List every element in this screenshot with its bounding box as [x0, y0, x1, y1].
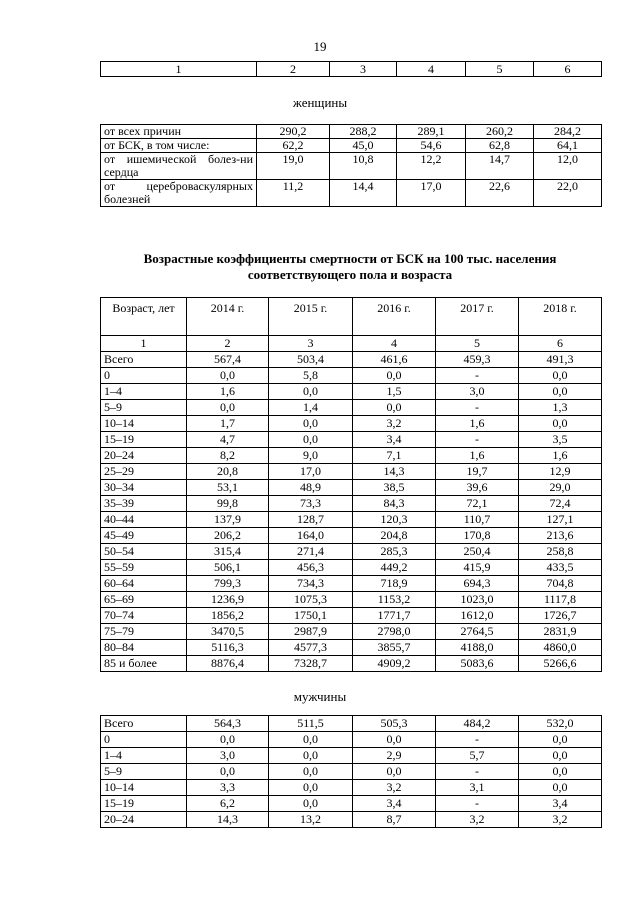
cell-value: 5,7	[436, 748, 519, 764]
cell-value: 0,0	[269, 748, 353, 764]
table-title	[90, 251, 610, 283]
cell-value: 704,8	[519, 576, 602, 592]
cell-value: 12,0	[534, 153, 602, 180]
cell-value: 4860,0	[519, 640, 602, 656]
row-label: 45–49	[101, 528, 187, 544]
cell-value: 1,6	[436, 416, 519, 432]
cell-value: 3,4	[353, 796, 436, 812]
cell-value: 127,1	[519, 512, 602, 528]
row-label: 70–74	[101, 608, 187, 624]
cell-value: 285,3	[353, 544, 436, 560]
cell-value: 0,0	[519, 764, 602, 780]
cell-value: 2987,9	[269, 624, 353, 640]
header-year: 2015 г.	[269, 298, 353, 336]
table-row	[101, 384, 602, 400]
cell-value: 14,3	[353, 464, 436, 480]
cell-value: 0,0	[187, 400, 269, 416]
cell-value: -	[436, 368, 519, 384]
cell-value: 289,1	[397, 125, 466, 139]
cell-value: 1726,7	[519, 608, 602, 624]
cell-value: 62,8	[466, 139, 534, 153]
cell-value: -	[436, 432, 519, 448]
cell-value: 0,0	[269, 764, 353, 780]
cell-value: 564,3	[187, 716, 269, 732]
column-number: 2	[257, 62, 330, 77]
cell-value: 2,9	[353, 748, 436, 764]
header-year: 2016 г.	[353, 298, 436, 336]
row-label: 1–4	[101, 384, 187, 400]
cell-value: 5266,6	[519, 656, 602, 672]
row-label: 10–14	[101, 780, 187, 796]
cell-value: 137,9	[187, 512, 269, 528]
cell-value: 1236,9	[187, 592, 269, 608]
page-number: 19	[313, 39, 327, 54]
cell-value: 8,2	[187, 448, 269, 464]
cell-value: 0,0	[269, 732, 353, 748]
cell-value: 29,0	[519, 480, 602, 496]
cell-value: 38,5	[353, 480, 436, 496]
cell-value: 12,2	[397, 153, 466, 180]
cell-value: 456,3	[269, 560, 353, 576]
cell-value: 0,0	[187, 368, 269, 384]
cell-value: 3,2	[519, 812, 602, 828]
header-year: 2018 г.	[519, 298, 602, 336]
row-label: 75–79	[101, 624, 187, 640]
cell-value: 734,3	[269, 576, 353, 592]
table-row	[101, 812, 602, 828]
cell-value: 3,4	[519, 796, 602, 812]
cell-value: 415,9	[436, 560, 519, 576]
cell-value: 3,1	[436, 780, 519, 796]
column-number: 6	[519, 336, 602, 352]
row-label: от цереброваскулярных болезней	[101, 180, 257, 207]
cell-value: 170,8	[436, 528, 519, 544]
row-label: 65–69	[101, 592, 187, 608]
cell-value: 6,2	[187, 796, 269, 812]
men-age-table	[100, 715, 602, 828]
cell-value: 0,0	[519, 416, 602, 432]
cell-value: 5083,6	[436, 656, 519, 672]
cell-value: -	[436, 764, 519, 780]
cell-value: 511,5	[269, 716, 353, 732]
row-label: 30–34	[101, 480, 187, 496]
cell-value: 3470,5	[187, 624, 269, 640]
cell-value: 290,2	[257, 125, 330, 139]
row-label: от всех причин	[101, 125, 257, 139]
cell-value: 10,8	[330, 153, 397, 180]
table-row	[101, 608, 602, 624]
cell-value: 48,9	[269, 480, 353, 496]
cell-value: 1,6	[187, 384, 269, 400]
row-label: 20–24	[101, 812, 187, 828]
cell-value: 3,2	[436, 812, 519, 828]
cell-value: 1,3	[519, 400, 602, 416]
header-age: Возраст, лет	[101, 298, 187, 336]
cell-value: 120,3	[353, 512, 436, 528]
row-label: 60–64	[101, 576, 187, 592]
column-number: 2	[187, 336, 269, 352]
row-label: 15–19	[101, 432, 187, 448]
cell-value: 3,2	[353, 780, 436, 796]
cell-value: 3,2	[353, 416, 436, 432]
table-row	[101, 400, 602, 416]
table-row	[101, 544, 602, 560]
row-label: 5–9	[101, 764, 187, 780]
cell-value: 1117,8	[519, 592, 602, 608]
cell-value: 718,9	[353, 576, 436, 592]
row-label: 25–29	[101, 464, 187, 480]
table-row	[101, 656, 602, 672]
cell-value: 17,0	[397, 180, 466, 207]
cell-value: 4,7	[187, 432, 269, 448]
table-row	[101, 125, 602, 139]
column-number: 6	[534, 62, 602, 77]
cell-value: 461,6	[353, 352, 436, 368]
cell-value: 0,0	[519, 732, 602, 748]
cell-value: -	[436, 796, 519, 812]
cell-value: 433,5	[519, 560, 602, 576]
cell-value: 0,0	[519, 384, 602, 400]
cell-value: 5,8	[269, 368, 353, 384]
table-row	[101, 139, 602, 153]
row-label: 35–39	[101, 496, 187, 512]
cell-value: 11,2	[257, 180, 330, 207]
cell-value: 8,7	[353, 812, 436, 828]
cell-value: 250,4	[436, 544, 519, 560]
cell-value: 4909,2	[353, 656, 436, 672]
table-row	[101, 592, 602, 608]
cell-value: 1,5	[353, 384, 436, 400]
cell-value: 2764,5	[436, 624, 519, 640]
cell-value: 0,0	[269, 780, 353, 796]
cell-value: 53,1	[187, 480, 269, 496]
cell-value: 260,2	[466, 125, 534, 139]
cell-value: 1612,0	[436, 608, 519, 624]
cell-value: 0,0	[353, 368, 436, 384]
row-label: 85 и более	[101, 656, 187, 672]
cell-value: 20,8	[187, 464, 269, 480]
cell-value: 0,0	[187, 764, 269, 780]
cell-value: 0,0	[269, 796, 353, 812]
cell-value: 258,8	[519, 544, 602, 560]
table-row	[101, 716, 602, 732]
cell-value: 449,2	[353, 560, 436, 576]
row-label: 55–59	[101, 560, 187, 576]
women-caption: женщины	[292, 95, 348, 110]
cell-value: 0,0	[269, 432, 353, 448]
column-number: 1	[101, 62, 257, 77]
row-label: от ишемической болез-ни сердца	[101, 153, 257, 180]
cell-value: 14,4	[330, 180, 397, 207]
cell-value: 0,0	[519, 780, 602, 796]
cell-value: 64,1	[534, 139, 602, 153]
cell-value: 1,6	[436, 448, 519, 464]
row-label: 5–9	[101, 400, 187, 416]
cell-value: 3855,7	[353, 640, 436, 656]
cell-value: 484,2	[436, 716, 519, 732]
cell-value: 19,0	[257, 153, 330, 180]
cell-value: 491,3	[519, 352, 602, 368]
cell-value: 0,0	[519, 368, 602, 384]
cell-value: -	[436, 400, 519, 416]
cell-value: 45,0	[330, 139, 397, 153]
cell-value: 204,8	[353, 528, 436, 544]
cell-value: 284,2	[534, 125, 602, 139]
table-row	[101, 368, 602, 384]
cell-value: 5116,3	[187, 640, 269, 656]
cell-value: 567,4	[187, 352, 269, 368]
table-row	[101, 748, 602, 764]
cell-value: 0,0	[187, 732, 269, 748]
cell-value: 3,4	[353, 432, 436, 448]
men-caption: мужчины	[293, 689, 347, 704]
cell-value: 7328,7	[269, 656, 353, 672]
table-row	[101, 180, 602, 207]
cell-value: 4188,0	[436, 640, 519, 656]
cell-value: 14,3	[187, 812, 269, 828]
cell-value: 459,3	[436, 352, 519, 368]
table-row	[101, 464, 602, 480]
column-number: 3	[269, 336, 353, 352]
table-title-line: соответствующего пола и возраста	[247, 267, 453, 282]
column-number: 3	[330, 62, 397, 77]
header-year: 2014 г.	[187, 298, 269, 336]
cell-value: 2831,9	[519, 624, 602, 640]
table-row	[101, 512, 602, 528]
cell-value: 8876,4	[187, 656, 269, 672]
table-row	[101, 448, 602, 464]
column-number-row	[101, 62, 602, 77]
table-row	[101, 528, 602, 544]
table-row	[101, 796, 602, 812]
cell-value: 1,7	[187, 416, 269, 432]
column-number: 5	[436, 336, 519, 352]
cell-value: 315,4	[187, 544, 269, 560]
cell-value: 13,2	[269, 812, 353, 828]
cell-value: 99,8	[187, 496, 269, 512]
table-title-line: Возрастные коэффициенты смертности от БСК на 100 тыс. населения	[143, 251, 557, 266]
table-row	[101, 780, 602, 796]
cell-value: 164,0	[269, 528, 353, 544]
table-row	[101, 640, 602, 656]
cell-value: 12,9	[519, 464, 602, 480]
cell-value: 39,6	[436, 480, 519, 496]
cell-value: 62,2	[257, 139, 330, 153]
cell-value: 2798,0	[353, 624, 436, 640]
cell-value: 3,3	[187, 780, 269, 796]
table-row	[101, 764, 602, 780]
cell-value: 110,7	[436, 512, 519, 528]
cell-value: 54,6	[397, 139, 466, 153]
cell-value: 4577,3	[269, 640, 353, 656]
cell-value: 3,0	[187, 748, 269, 764]
cell-value: 9,0	[269, 448, 353, 464]
cell-value: 17,0	[269, 464, 353, 480]
women-causes-table	[100, 124, 602, 207]
cell-value: 0,0	[353, 732, 436, 748]
cell-value: 1,4	[269, 400, 353, 416]
cell-value: 22,0	[534, 180, 602, 207]
cell-value: -	[436, 732, 519, 748]
table-row	[101, 416, 602, 432]
cell-value: 1023,0	[436, 592, 519, 608]
table-row	[101, 352, 602, 368]
row-label: 50–54	[101, 544, 187, 560]
cell-value: 271,4	[269, 544, 353, 560]
column-number: 4	[397, 62, 466, 77]
cell-value: 206,2	[187, 528, 269, 544]
row-label: 20–24	[101, 448, 187, 464]
table-row	[101, 560, 602, 576]
row-label: Всего	[101, 716, 187, 732]
cell-value: 1153,2	[353, 592, 436, 608]
cell-value: 532,0	[519, 716, 602, 732]
table-row	[101, 576, 602, 592]
cell-value: 14,7	[466, 153, 534, 180]
cell-value: 84,3	[353, 496, 436, 512]
cell-value: 73,3	[269, 496, 353, 512]
row-label: 40–44	[101, 512, 187, 528]
row-label: 15–19	[101, 796, 187, 812]
column-number: 1	[101, 336, 187, 352]
cell-value: 0,0	[519, 748, 602, 764]
cell-value: 19,7	[436, 464, 519, 480]
cell-value: 3,0	[436, 384, 519, 400]
row-label: 1–4	[101, 748, 187, 764]
row-label: 10–14	[101, 416, 187, 432]
column-number: 5	[466, 62, 534, 77]
cell-value: 503,4	[269, 352, 353, 368]
cell-value: 0,0	[269, 384, 353, 400]
table-row	[101, 432, 602, 448]
cell-value: 1,6	[519, 448, 602, 464]
column-number-row	[101, 336, 602, 352]
cell-value: 288,2	[330, 125, 397, 139]
row-label: 80–84	[101, 640, 187, 656]
cell-value: 0,0	[353, 764, 436, 780]
cell-value: 1856,2	[187, 608, 269, 624]
cell-value: 72,4	[519, 496, 602, 512]
cell-value: 128,7	[269, 512, 353, 528]
cell-value: 694,3	[436, 576, 519, 592]
header-year: 2017 г.	[436, 298, 519, 336]
cell-value: 72,1	[436, 496, 519, 512]
table-row	[101, 624, 602, 640]
row-label: 0	[101, 368, 187, 384]
continuation-header-table	[100, 61, 602, 77]
cell-value: 799,3	[187, 576, 269, 592]
column-number: 4	[353, 336, 436, 352]
cell-value: 0,0	[269, 416, 353, 432]
row-label: от БСК, в том числе:	[101, 139, 257, 153]
row-label: 0	[101, 732, 187, 748]
table-row	[101, 732, 602, 748]
table-row	[101, 496, 602, 512]
cell-value: 0,0	[353, 400, 436, 416]
cell-value: 505,3	[353, 716, 436, 732]
cell-value: 7,1	[353, 448, 436, 464]
row-label: Всего	[101, 352, 187, 368]
table-row	[101, 480, 602, 496]
cell-value: 213,6	[519, 528, 602, 544]
cell-value: 22,6	[466, 180, 534, 207]
cell-value: 1771,7	[353, 608, 436, 624]
header-row	[101, 298, 602, 336]
cell-value: 1075,3	[269, 592, 353, 608]
cell-value: 506,1	[187, 560, 269, 576]
cell-value: 1750,1	[269, 608, 353, 624]
age-mortality-table	[100, 297, 602, 672]
table-row	[101, 153, 602, 180]
cell-value: 3,5	[519, 432, 602, 448]
